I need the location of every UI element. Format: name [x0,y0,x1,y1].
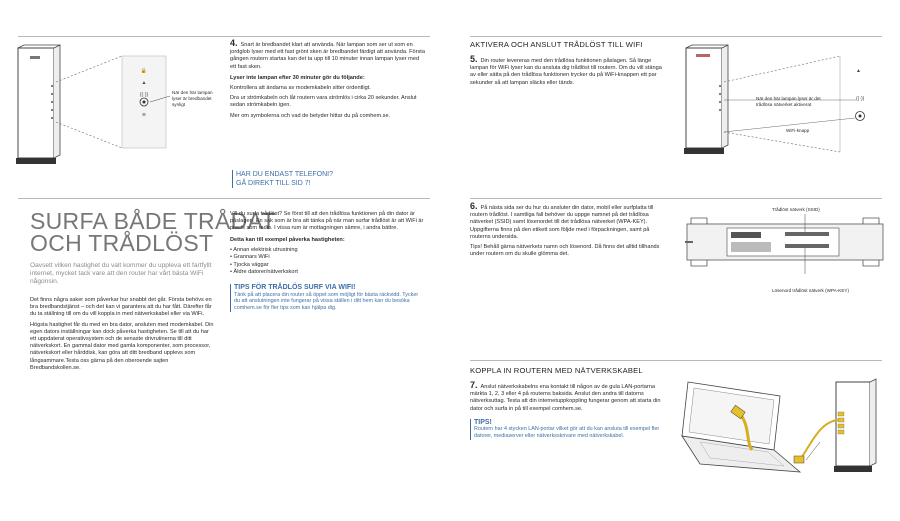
svg-text:▲: ▲ [856,68,861,74]
wifi-button-callout: WiFi-knapp [786,128,810,133]
factor-item: • Äldre datorer/nätverkskort [230,269,425,276]
surf-p2: Högsta hastighet får du med en bra dator, ansluten med modemkabel. Din egen dators inställningar kan dock påverka hastigheten. Se till att du har ett uppdaterat operativsystem och de senaste drivrutinerna till ditt nätverkskort. En gammal dator med gamla komponenter, som processor, nätverkskort eller hårddisk, kan göra att ditt bredband upplevs som långsammare.Testa oss gärna på den oberoende sajten Bredbandskollen.se. [30,321,214,371]
surf-title-line1: SURFA BÅDE TRÅDAT [30,208,276,234]
cable-tips-box [470,419,665,440]
surf-col2-bold: Detta kan till exempel påverka hastigheten: [230,236,345,243]
wifi-rule [470,36,882,37]
ssid-rule [470,198,882,199]
step7-block [470,382,665,440]
surf-p1: Det finns några saker som påverkar hur snabbt det går. Första behövs en bra bredbandstjänst – och det kan vi garantera att du har fått. Därefter får du ta ställning till om du vill koppla in med nätverkskabel eller via WiFi. [30,297,212,318]
phone-line1: HAR DU ENDAST TELEFONI? [236,171,333,178]
cable-title: KOPPLA IN ROUTERN MED NÄTVERKSKABEL [470,366,643,375]
factor-item: • Tjocka väggar [230,262,425,269]
router-callout: När den här lampan lyser är bredbandet synligt [172,90,213,107]
step6-text: På nästa sida ser du hur du ansluter din dator, mobil eller surfplatta till routern trådlöst. I samtliga fall behöver du uppge namnet på det trådlösa nätverket (SSID) samt lösenordet till det trådlösa nätverket (WPA-KEY). Uppgifterna finns på den etikett som följde med i förpackningen, samt på routerns undersida. [470,205,654,240]
cable-tips-title: TIPS! [474,418,492,426]
wifi-tips-title: TIPS FÖR TRÅDLÖS SURF VIA WIFI! [234,284,356,292]
svg-text:≋: ≋ [141,112,147,118]
top-left-rule [18,36,430,37]
router-illustration-left [12,42,232,177]
factor-list [230,247,425,277]
step4-number: 4. [230,38,238,48]
step4-p3: Mer om symbolerna och vad de betyder hittar du på comhem.se. [230,112,391,119]
wifi-title: AKTIVERA OCH ANSLUT TRÅDLÖST TILL WIFI [470,40,643,49]
step7-text: Anslut nätverkskabelns ena kontakt till någon av de gula LAN-portarna märkta 1, 2, 3 eller 4 på routerns baksida. Anslut den andra till datorns nätverksuttag. Testa att din internetuppkoppling fungerar genom att starta din dator och surfa in på till exempel comhem.se. [470,384,661,412]
step4-block [230,40,425,123]
router-label-illustration [685,214,885,284]
step5-block [470,56,665,90]
surf-rule [18,198,430,199]
step6-tip: Tips! Behåll gärna nätverkets namn och lösenord. Då finns det alltid tillhands under routern om du skulle glömma det. [470,244,660,258]
wifi-tips-box [230,284,425,312]
ssid-label: Trådlöst nätverk (SSID) [772,207,820,212]
step4-text: Snart är bredbandet klart att använda. När lampan som ser ut som en jordglob lyser med ett fast grönt sken är bredbandet färdigt att använda. Första gången routern startas kan det ta upp till 10 minuter innan lampan lyser med ett fast sken. [230,42,425,70]
wpa-label: Lösenord trådlöst nätverk (WPA-KEY) [772,288,850,293]
step6-block [470,203,665,261]
phone-only-callout [232,170,333,188]
wifi-lamp-callout: När den här lampan lyser är det trådlösa nätverket aktiverat [756,96,821,107]
svg-text:((·)): ((·)) [139,92,149,98]
step5-text: Din router levereras med den trådlösa funktionen påslagen. Så länge lampan för WiFi lyser kan du ansluta dig trådlöst till routern. Om du vill stänga av eller sätta på den trådlösa funktionen trycker du på WiFi-knappen ett par sekunder så att lampan släcks eller tänds. [470,58,662,86]
factor-item: • Annan elektrisk utrustning [230,247,425,254]
phone-line2: GÅ DIREKT TILL SID 7! [236,180,311,187]
svg-text:▲: ▲ [141,80,147,86]
surf-title-line2: OCH TRÅDLÖST [30,230,214,256]
surf-col2-p1: Vill du surfa trådlöst? Se först till att den trådlösa funktionen på din dator är påslagen. En sak som är bra att tänka på när man surfar trådlöst är att WiFi är precis som radio. I vissa rum är mottagningen sämre, i andra bättre. [230,211,424,232]
step7-number: 7. [470,380,478,390]
step4-bold: Lyser inte lampan efter 30 minuter gör du följande: [230,74,365,81]
factor-item: • Grannars WiFi [230,254,425,261]
svg-text:((·)): ((·)) [856,96,865,102]
surf-column2 [230,211,425,312]
step4-p2: Dra ur strömkabeln och låt routern vara strömlös i cirka 20 sekunder. Anslut sedan strömkabeln igen. [230,95,417,109]
cable-tips-text: Routern har 4 stycken LAN-portar vilket gör att du kan ansluta till exempel fler datorer, mediaserver eller nätverksskrivare med nätverkskabel. [474,426,660,439]
surf-column1 [30,297,215,375]
svg-text:🔒: 🔒 [140,68,148,74]
laptop-router-cable-illustration [680,372,885,482]
step6-number: 6. [470,201,478,211]
surf-intro: Oavsett vilken hastighet du valt kommer du uppleva ett fartfyllt internet, mycket tack vare att den router har vårt bästa WiFi någonsin. [30,262,212,285]
cable-rule [470,360,882,361]
step4-p1: Kontrollera att ändarna av modemkabeln sitter ordentligt. [230,85,371,92]
wifi-tips-text: Tänk på att placera din router så öppet som möjligt för bästa räckvidd. Tycker du att anslutningen inte fungerar på vissa ställen i ditt hem kan du besöka comhem.se för fler tips som kan hjälpa dig. [234,291,419,312]
step5-number: 5. [470,54,478,64]
